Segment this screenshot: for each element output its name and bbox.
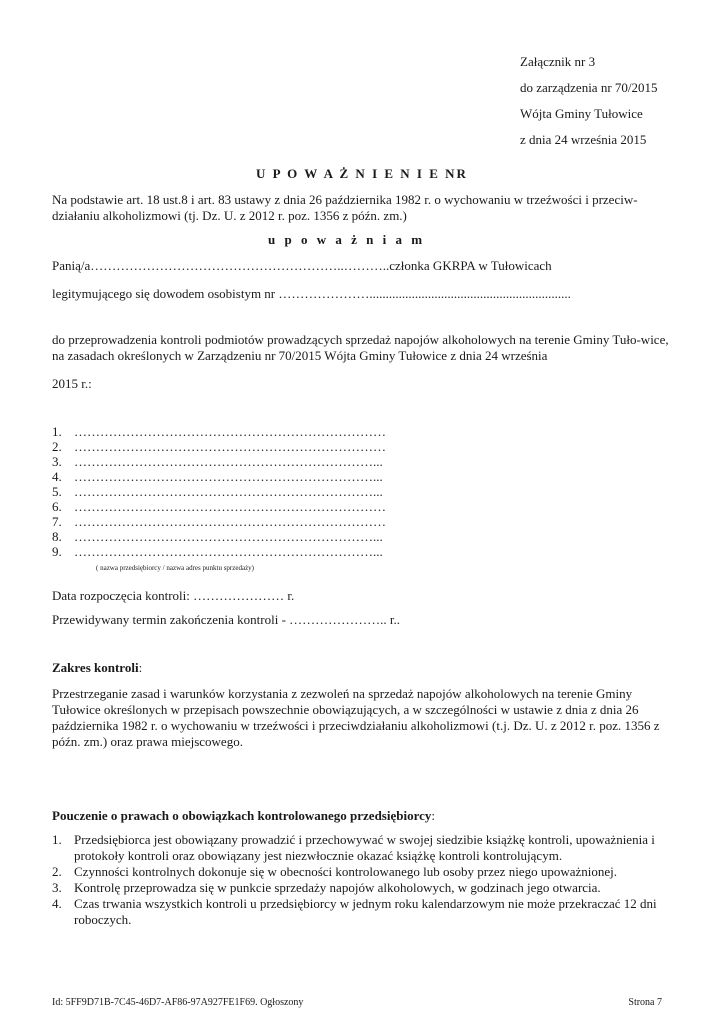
list-item: 9. ……………………………………………………………... xyxy=(52,544,383,559)
legal-basis-paragraph: Na podstawie art. 18 ust.8 i art. 83 ustawy z dnia 26 października 1982 r. o wychowaniu w trzeźwości i przeciw-działaniu alkoholizmowi (tj. Dz. U. z 2012 r. poz. 1356 z późn. zm.) xyxy=(52,192,638,223)
list-item: 8. ……………………………………………………………... xyxy=(52,529,383,544)
list-item: 2. ……………………………………………………………… xyxy=(52,439,386,454)
scope-heading: Zakres kontroli: xyxy=(52,660,143,675)
footer-page-number: Strona 7 xyxy=(628,997,662,1008)
list-item: 6. ……………………………………………………………… xyxy=(52,499,386,514)
authorize-heading: u p o w a ż n i a m xyxy=(268,232,426,247)
purpose-paragraph: do przeprowadzenia kontroli podmiotów prowadzących sprzedaż napojów alkoholowych na terenie Gminy Tuło-wice, na zasadach określonych w Zarządzeniu nr 70/2015 Wójta Gminy Tułowice z dnia 24 września xyxy=(52,332,669,363)
header-date: z dnia 24 września 2015 xyxy=(520,132,647,147)
list-item: 3. Kontrolę przeprowadza się w punkcie sprzedaży napojów alkoholowych, w godzinach jego otwarcia. xyxy=(52,880,601,895)
person-line: Panią/a…………………………………………………..………..członka GKRPA w Tułowicach xyxy=(52,258,552,273)
document-title: U P O W A Ż N I E N I E NR xyxy=(256,166,468,181)
list-item: 3. ……………………………………………………………... xyxy=(52,454,383,469)
id-document-line: legitymującego się dowodem osobistym nr ………………….............................................................. xyxy=(52,286,571,301)
scope-paragraph: Przestrzeganie zasad i warunków korzystania z zezwoleń na sprzedaż napojów alkoholowych na terenie Gminy Tułowice określonych w przepisach powszechnie obowiązujących, a w szczególności w ustawie z dnia z dnia 26 października 1982 r. o wychowaniu w trzeźwości i przeciwdziałaniu alkoholizmowi (t.j. Dz. U. z 2012 r. poz. 1356 z późn. zm.) oraz prawa miejscowego. xyxy=(52,686,660,749)
entities-note: ( nazwa przedsiębiorcy / nazwa adres punktu sprzedaży) xyxy=(96,564,255,572)
purpose-year: 2015 r.: xyxy=(52,376,92,391)
list-item: 2. Czynności kontrolnych dokonuje się w obecności kontrolowanego lub osoby przez niego upoważnionej. xyxy=(52,864,617,879)
header-attachment: Załącznik nr 3 xyxy=(520,54,596,69)
list-item: 7. ……………………………………………………………… xyxy=(52,514,386,529)
footer-document-id: Id: 5FF9D71B-7C45-46D7-AF86-97A927FE1F69. Ogłoszony xyxy=(52,997,304,1008)
start-date-line: Data rozpoczęcia kontroli: ………………… r. xyxy=(52,588,295,603)
header-ordinance: do zarządzenia nr 70/2015 xyxy=(520,80,658,95)
end-date-line: Przewidywany termin zakończenia kontroli - ………………….. r.. xyxy=(52,612,401,627)
list-item: 5. ……………………………………………………………... xyxy=(52,484,383,499)
list-item: 1. Przedsiębiorca jest obowiązany prowadzić i przechowywać w swojej siedzibie książkę kontroli, upoważnienia i protokoły kontroli oraz obowiązany jest niezwłocznie okazać książkę kontroli kontrolującym. xyxy=(52,832,655,863)
list-item: 1. ……………………………………………………………… xyxy=(52,424,386,439)
list-item: 4. ……………………………………………………………... xyxy=(52,469,383,484)
rights-heading: Pouczenie o prawach o obowiązkach kontrolowanego przedsiębiorcy: xyxy=(52,808,436,823)
header-authority: Wójta Gminy Tułowice xyxy=(520,106,643,121)
list-item: 4. Czas trwania wszystkich kontroli u przedsiębiorcy w jednym roku kalendarzowym nie może przekraczać 12 dni roboczych. xyxy=(52,896,657,927)
